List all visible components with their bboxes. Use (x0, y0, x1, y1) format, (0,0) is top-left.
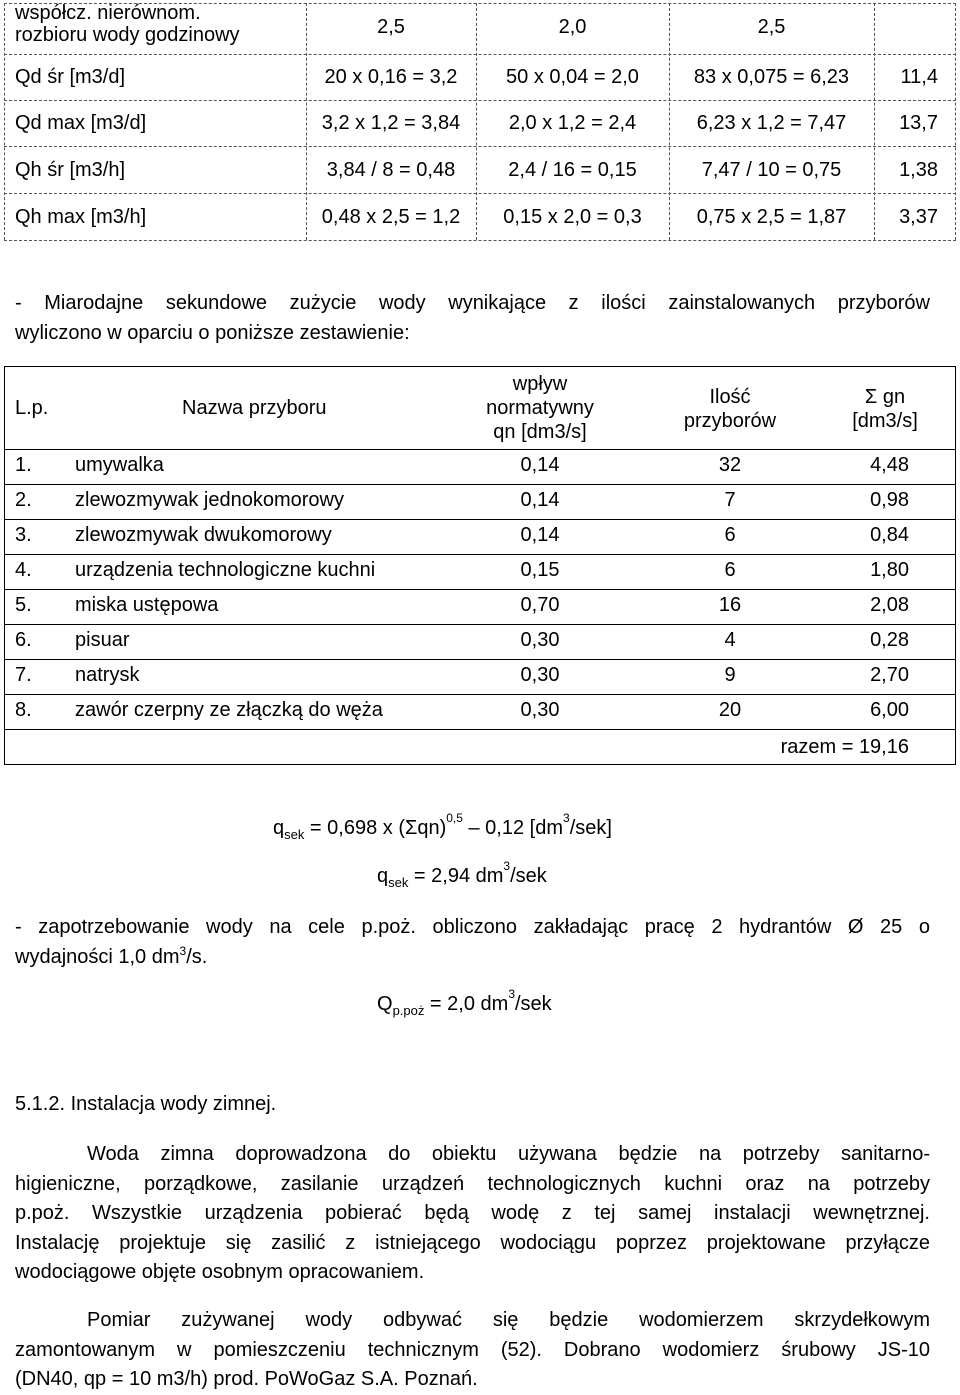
cell-qn: 0,70 (520, 594, 560, 616)
cell-sum: 6,00 (870, 699, 909, 721)
cell-name: pisuar (75, 629, 130, 651)
header-qn: wpływ normatywny qn [dm3/s] (486, 373, 594, 443)
cell-count: 16 (718, 594, 742, 616)
cell-qn: 0,30 (520, 629, 560, 651)
cell-sum: 2,08 (870, 594, 909, 616)
cell-lp: 2. (15, 489, 32, 511)
cell: 50 x 0,04 = 2,0 (506, 66, 639, 88)
cell-count: 20 (718, 699, 742, 721)
cell-sum: 2,70 (870, 664, 909, 686)
header-value: 2,5 (757, 16, 786, 38)
cell-lp: 4. (15, 559, 32, 581)
cell-qn: 0,14 (520, 454, 560, 476)
cell: 7,47 / 10 = 0,75 (701, 159, 842, 181)
cell-lp: 6. (15, 629, 32, 651)
cell-lp: 7. (15, 664, 32, 686)
cell-qn: 0,14 (520, 524, 560, 546)
cell-count: 6 (724, 559, 736, 581)
cell-name: umywalka (75, 454, 164, 476)
cell: 0,48 x 2,5 = 1,2 (321, 206, 461, 228)
cell-qn: 0,14 (520, 489, 560, 511)
cell-total: 13,7 (899, 112, 938, 134)
header-sum: Σ gn [dm3/s] (852, 386, 918, 432)
cell-count: 9 (724, 664, 736, 686)
row-label: Qd max [m3/d] (15, 112, 147, 134)
cell: 0,75 x 2,5 = 1,87 (696, 206, 847, 228)
header-lp: L.p. (15, 397, 49, 419)
cell: 2,4 / 16 = 0,15 (508, 159, 637, 181)
section-heading: 5.1.2. Instalacja wody zimnej. (15, 1093, 277, 1115)
cell: 6,23 x 1,2 = 7,47 (696, 112, 847, 134)
cell-name: natrysk (75, 664, 140, 686)
cell: 83 x 0,075 = 6,23 (693, 66, 850, 88)
cell-sum: 0,84 (870, 524, 909, 546)
cell-count: 32 (718, 454, 742, 476)
header-label: współcz. nierównom. rozbioru wody godzinowy (15, 2, 240, 46)
cell-name: miska ustępowa (75, 594, 219, 616)
intro-paragraph: - Miarodajne sekundowe zużycie wody wynikające z ilości zainstalowanych przyborów wyliczono w oparciu o poniższe zestawienie: (15, 292, 930, 344)
cell-total: 11,4 (900, 66, 938, 88)
cell: 2,0 x 1,2 = 2,4 (508, 112, 637, 134)
cell-name: zlewozmywak jednokomorowy (75, 489, 344, 511)
cell-total: 3,37 (899, 206, 938, 228)
cell-sum: 0,98 (870, 489, 909, 511)
fire-paragraph: - zapotrzebowanie wody na cele p.poż. obliczono zakładając pracę 2 hydrantów Ø 25 o wydajności 1,0 $dm^3/s$. (15, 916, 930, 968)
header-value: 2,5 (377, 16, 405, 38)
section-paragraph-2: Pomiar zużywanej wody odbywać się będzie wodomierzem skrzydełkowym zamontowanym w pomieszczeniu technicznym (52). Dobrano wodomierz śrubowy JS-10 (DN40, qp = 10 m3/h) prod. PoWoGaz S.A. Poznań. (15, 1309, 930, 1390)
cell-name: zlewozmywak dwukomorowy (75, 524, 332, 546)
cell-qn: 0,30 (520, 699, 560, 721)
row-label: Qh max [m3/h] (15, 206, 147, 228)
header-name: Nazwa przyboru (182, 397, 327, 419)
qsek-result: $q_{sek} = 2,94$ $dm^3$/sek (377, 859, 547, 890)
cell-count: 6 (724, 524, 736, 546)
cell-count: 4 (724, 629, 736, 651)
cell: 0,15 x 2,0 = 0,3 (503, 206, 642, 228)
cell-sum: 4,48 (870, 454, 909, 476)
cell-lp: 1. (15, 454, 32, 476)
cell-qn: 0,15 (520, 559, 560, 581)
cell: 20 x 0,16 = 3,2 (324, 66, 458, 88)
cell-name: urządzenia technologiczne kuchni (75, 559, 376, 581)
row-label: Qd śr [m3/d] (15, 66, 126, 88)
header-count: Ilość przyborów (683, 386, 777, 432)
cell: 3,2 x 1,2 = 3,84 (321, 112, 461, 134)
cell-lp: 3. (15, 524, 32, 546)
qppoz-result: $Q_{p.poż} = 2,0$ $dm^3$/sek (377, 987, 552, 1018)
cell-sum: 0,28 (870, 629, 909, 651)
cell-total: 1,38 (899, 159, 938, 181)
header-value: 2,0 (558, 16, 587, 38)
cell-lp: 5. (15, 594, 32, 616)
total-sum: razem = 19,16 (780, 736, 909, 758)
cell-name: zawór czerpny ze złączką do węża (75, 699, 383, 721)
qsek-formula: $q_{sek} = 0,698$ x $(\Sigma qn)^{0,5} - 0,12$ $[dm^3/sek]$ (273, 811, 612, 842)
row-label: Qh śr [m3/h] (15, 159, 126, 181)
cell-count: 7 (724, 489, 736, 511)
section-paragraph-1: Woda zimna doprowadzona do obiektu używana będzie na potrzeby sanitarno- higieniczne, porządkowe, zasilanie urządzeń technologicznych kuchni oraz na potrzeby p.poż. Wszystkie urządzenia pobierać będą wodę z tej samej instalacji wewnętrznej. Instalację projektuje się zasilić z istniejącego wodociągu poprzez projektowane przyłącze wodociągowe objęte osobnym opracowaniem. (15, 1143, 930, 1283)
cell-qn: 0,30 (520, 664, 560, 686)
cell-lp: 8. (15, 699, 32, 721)
cell: 3,84 / 8 = 0,48 (326, 159, 456, 181)
cell-sum: 1,80 (870, 559, 909, 581)
